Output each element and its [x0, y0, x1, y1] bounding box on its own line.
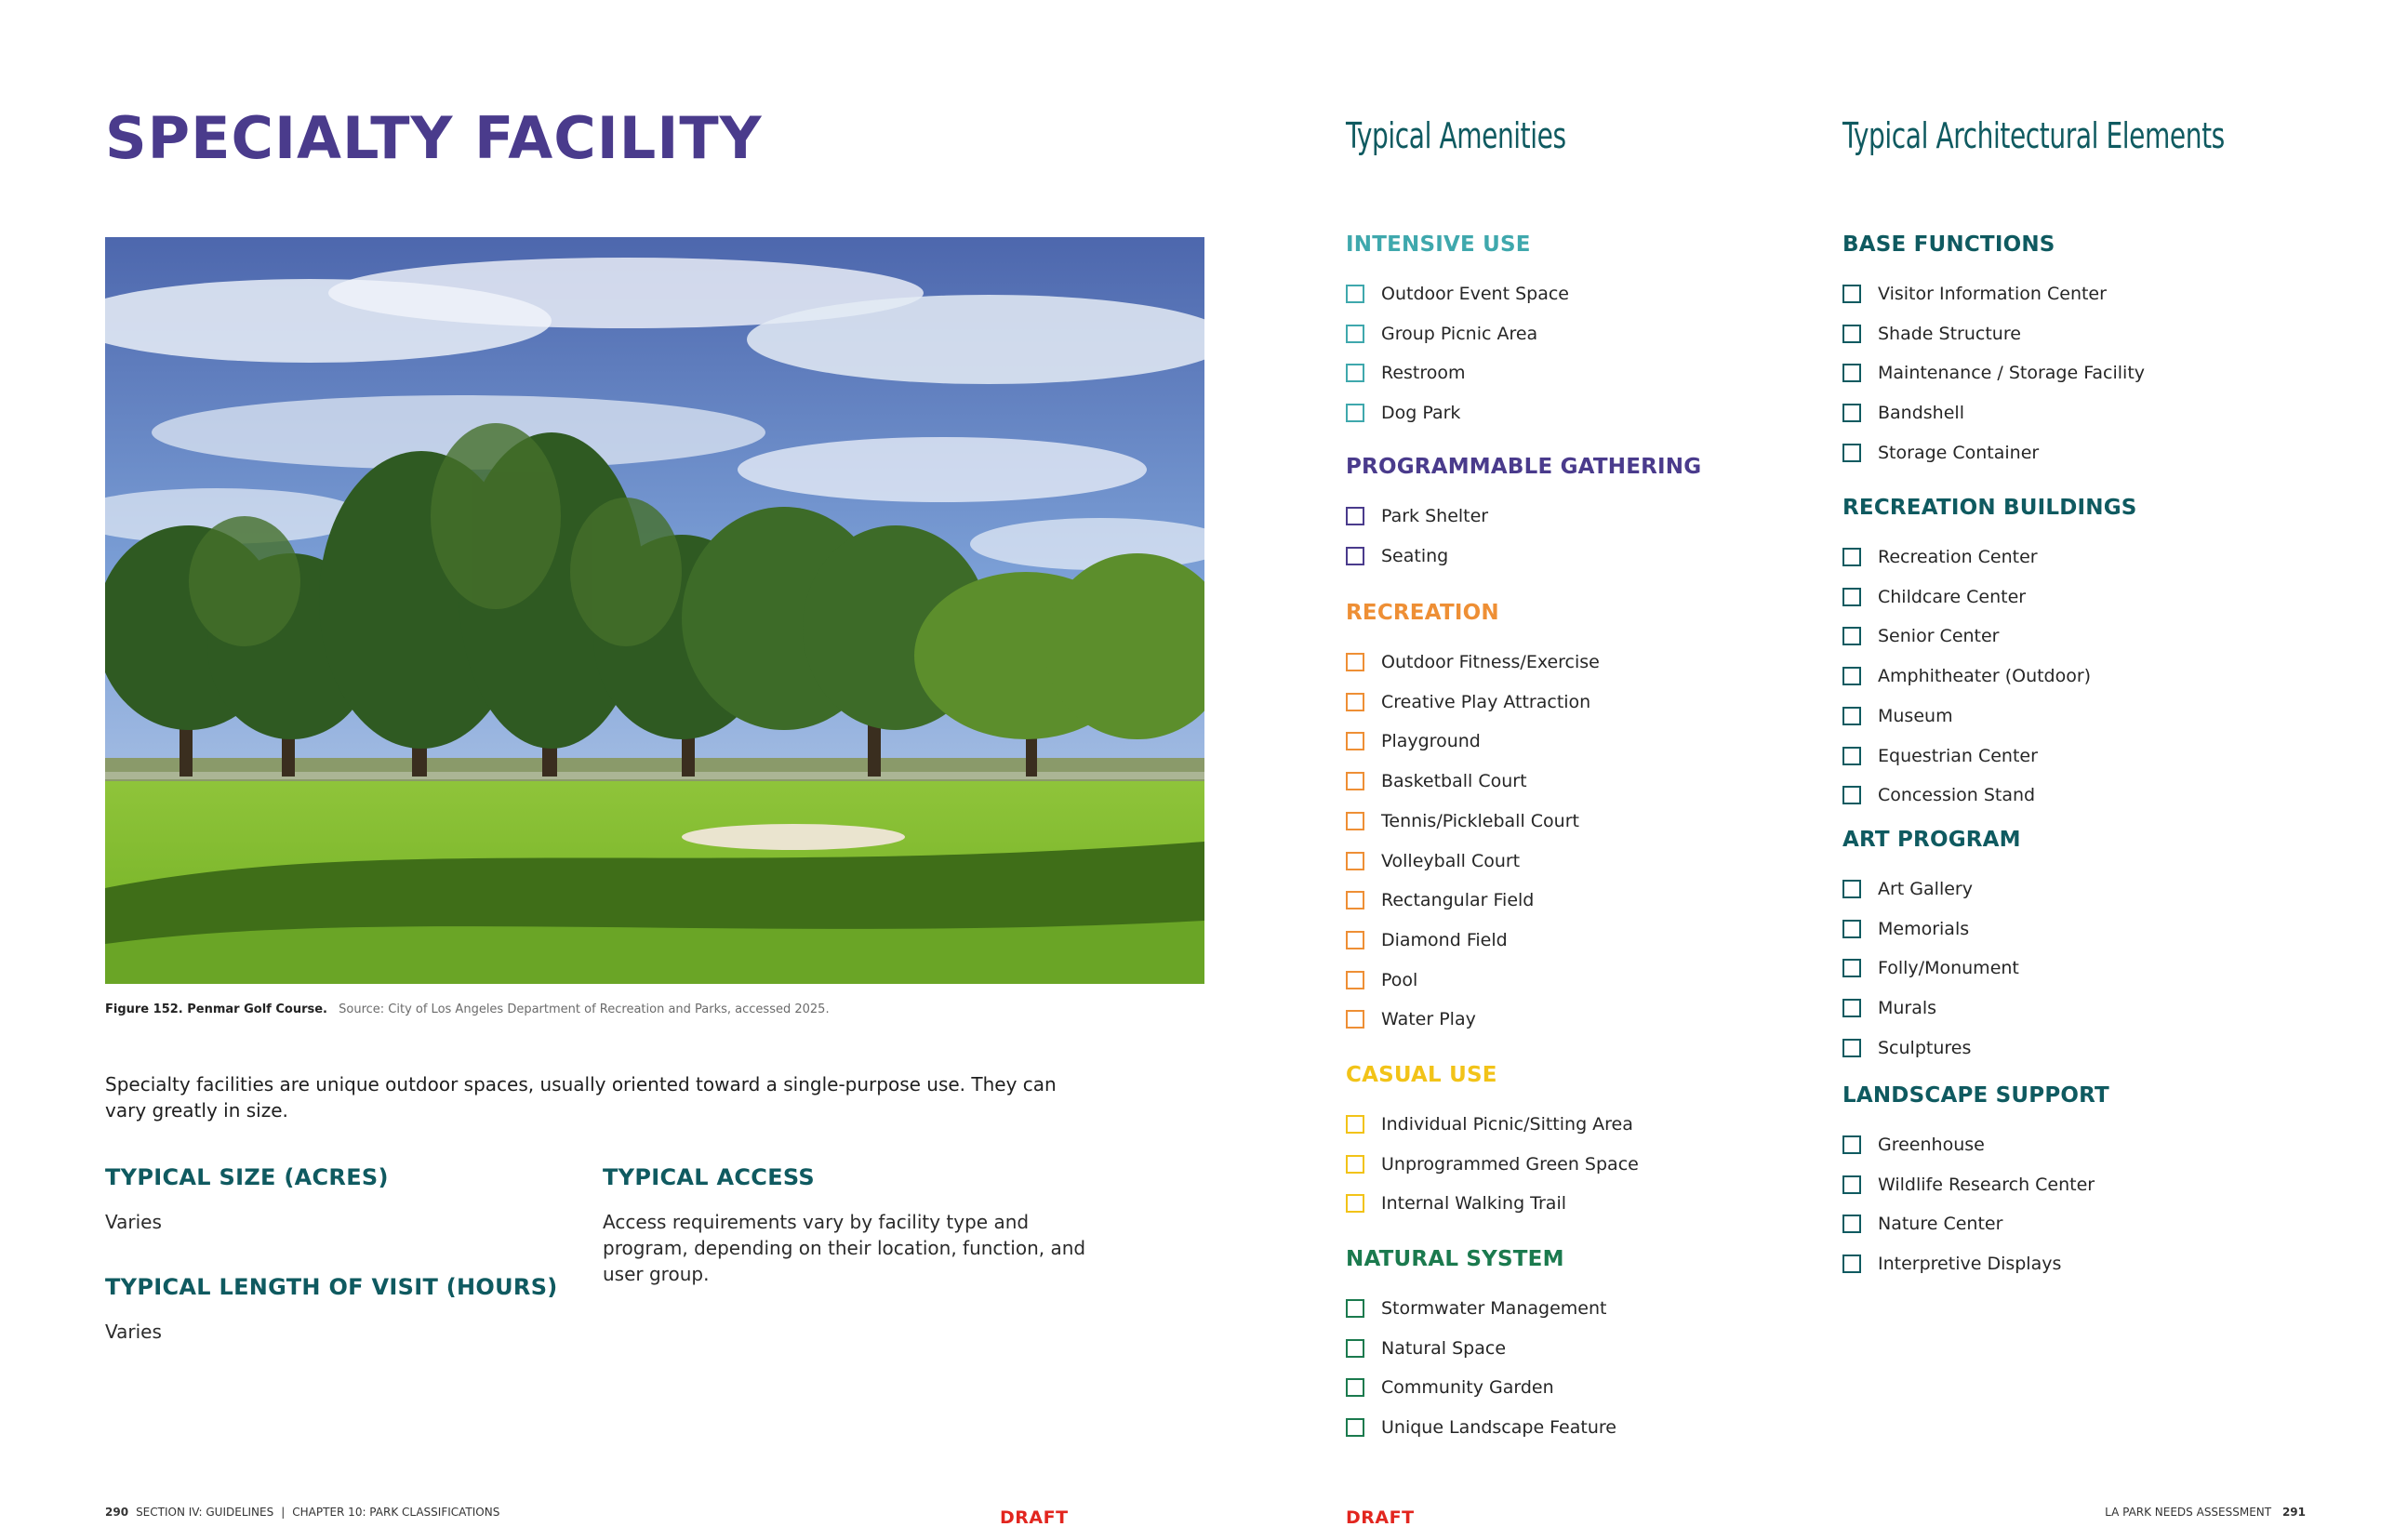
checklist-item[interactable]	[1346, 1192, 1566, 1215]
category-heading: BASE FUNCTIONS	[1842, 232, 2055, 257]
checklist-item-label: Unprogrammed Green Space	[1381, 1153, 1639, 1175]
checklist-item[interactable]	[1842, 442, 2039, 464]
checkbox-icon[interactable]	[1346, 1339, 1364, 1358]
checklist-item[interactable]	[1842, 705, 1953, 727]
checklist-item[interactable]	[1842, 918, 1969, 940]
checkbox-icon[interactable]	[1346, 1155, 1364, 1174]
checkbox-icon[interactable]	[1346, 653, 1364, 671]
checklist-item[interactable]	[1346, 283, 1569, 305]
architecture-title: Typical Architectural Elements	[1842, 115, 2225, 156]
figure-caption	[105, 1002, 830, 1016]
checklist-item[interactable]	[1346, 362, 1466, 384]
checklist-item[interactable]	[1346, 323, 1537, 345]
checklist-item-label: Internal Walking Trail	[1381, 1193, 1567, 1215]
checklist-item[interactable]	[1842, 878, 1973, 900]
checklist-item[interactable]	[1842, 745, 2038, 767]
checkbox-icon[interactable]	[1842, 880, 1861, 898]
checklist-item-label: Memorials	[1878, 918, 1970, 939]
checklist-item[interactable]	[1842, 1174, 2095, 1196]
checkbox-icon[interactable]	[1346, 1299, 1364, 1318]
golf-course-illustration	[105, 237, 1204, 984]
checklist-item-label: Recreation Center	[1878, 547, 2038, 567]
checklist-item-label: Unique Landscape Feature	[1381, 1417, 1616, 1439]
draft-label-left: DRAFT	[1000, 1507, 1069, 1528]
typical-size-value: Varies	[105, 1211, 162, 1233]
footer-left	[105, 1506, 499, 1519]
checklist-item-label: Playground	[1381, 731, 1481, 752]
checklist-item[interactable]	[1842, 784, 2035, 806]
figure-label: Figure 152. Penmar Golf Course.	[105, 1002, 327, 1016]
checklist-item[interactable]	[1842, 323, 2021, 345]
checklist-item[interactable]	[1842, 1134, 1985, 1156]
checklist-item[interactable]	[1346, 969, 1417, 991]
checklist-item[interactable]	[1346, 850, 1520, 872]
category-heading: RECREATION BUILDINGS	[1842, 496, 2137, 520]
footer-right	[2105, 1506, 2306, 1519]
checklist-item[interactable]	[1346, 1153, 1639, 1175]
checklist-item[interactable]	[1346, 1008, 1476, 1030]
footer-left-page-number: 290	[105, 1506, 129, 1519]
checkbox-icon[interactable]	[1842, 444, 1861, 462]
checklist-item-label: Individual Picnic/Sitting Area	[1381, 1114, 1633, 1135]
amenities-title: Typical Amenities	[1346, 115, 1566, 156]
checklist-item[interactable]	[1346, 929, 1508, 951]
checklist-item-label: Creative Play Attraction	[1381, 691, 1591, 712]
checklist-item[interactable]	[1346, 810, 1579, 832]
checklist-item-label: Natural Space	[1381, 1337, 1507, 1359]
checklist-item-label: Childcare Center	[1878, 586, 2027, 607]
checklist-item-label: Sculptures	[1878, 1037, 1972, 1058]
checkbox-icon[interactable]	[1842, 1255, 1861, 1273]
checkbox-icon[interactable]	[1842, 548, 1861, 566]
category-heading: PROGRAMMABLE GATHERING	[1346, 455, 1702, 479]
footer-section: SECTION IV: GUIDELINES	[136, 1506, 274, 1519]
checklist-item-label: Greenhouse	[1878, 1135, 1985, 1155]
checkbox-icon[interactable]	[1346, 812, 1364, 830]
checklist-item-label: Folly/Monument	[1878, 958, 2019, 979]
checklist-item-label: Rectangular Field	[1381, 890, 1535, 911]
typical-size-label: TYPICAL SIZE (ACRES)	[105, 1164, 389, 1190]
category-heading: NATURAL SYSTEM	[1346, 1247, 1564, 1271]
checklist-item-label: Outdoor Event Space	[1381, 284, 1569, 304]
checklist-item[interactable]	[1346, 730, 1481, 752]
checkbox-icon[interactable]	[1346, 364, 1364, 382]
checklist-item[interactable]	[1842, 1037, 1971, 1059]
checkbox-icon[interactable]	[1842, 707, 1861, 725]
checkbox-icon[interactable]	[1842, 1175, 1861, 1194]
checkbox-icon[interactable]	[1842, 1215, 1861, 1233]
checklist-item[interactable]	[1842, 625, 2000, 647]
checkbox-icon[interactable]	[1842, 588, 1861, 606]
checkbox-icon[interactable]	[1842, 667, 1861, 685]
checklist-item[interactable]	[1842, 997, 1936, 1019]
checklist-item-label: Community Garden	[1381, 1377, 1554, 1399]
checkbox-icon[interactable]	[1842, 959, 1861, 977]
footer-chapter: CHAPTER 10: PARK CLASSIFICATIONS	[292, 1506, 500, 1519]
checklist-item-label: Basketball Court	[1381, 771, 1527, 792]
checklist-item[interactable]	[1346, 545, 1448, 567]
checklist-item[interactable]	[1842, 586, 2026, 608]
checkbox-icon[interactable]	[1346, 325, 1364, 343]
checklist-item-label: Wildlife Research Center	[1878, 1174, 2095, 1195]
checklist-item-label: Senior Center	[1878, 626, 2000, 647]
checklist-item[interactable]	[1842, 546, 2038, 568]
checklist-item-label: Concession Stand	[1878, 785, 2036, 806]
checkbox-icon[interactable]	[1842, 285, 1861, 303]
checklist-item-label: Shade Structure	[1878, 323, 2021, 344]
checkbox-icon[interactable]	[1346, 1194, 1364, 1213]
checklist-item[interactable]	[1842, 283, 2107, 305]
checkbox-icon[interactable]	[1346, 1010, 1364, 1029]
checklist-item[interactable]	[1346, 651, 1600, 673]
checklist-item[interactable]	[1346, 1297, 1606, 1320]
checkbox-icon[interactable]	[1842, 627, 1861, 645]
checklist-item-label: Visitor Information Center	[1878, 284, 2107, 304]
category-heading: CASUAL USE	[1346, 1063, 1497, 1087]
checklist-item[interactable]	[1842, 665, 2091, 687]
checkbox-icon[interactable]	[1842, 786, 1861, 804]
checklist-item-label: Diamond Field	[1381, 929, 1508, 950]
checklist-item-label: Seating	[1381, 545, 1449, 566]
checklist-item[interactable]	[1842, 1213, 2002, 1235]
checklist-item[interactable]	[1842, 957, 2019, 979]
checkbox-icon[interactable]	[1346, 1115, 1364, 1134]
checkbox-icon[interactable]	[1346, 1418, 1364, 1437]
checklist-item-label: Storage Container	[1878, 442, 2040, 463]
checkbox-icon[interactable]	[1346, 285, 1364, 303]
checkbox-icon[interactable]	[1842, 999, 1861, 1017]
checklist-item-label: Interpretive Displays	[1878, 1254, 2062, 1275]
category-heading: LANDSCAPE SUPPORT	[1842, 1083, 2109, 1108]
typical-visit-value: Varies	[105, 1321, 162, 1343]
checklist-item-label: Dog Park	[1381, 403, 1461, 424]
checklist-item-label: Outdoor Fitness/Exercise	[1381, 652, 1600, 672]
checklist-item-label: Park Shelter	[1381, 506, 1489, 526]
checkbox-icon[interactable]	[1842, 404, 1861, 422]
checklist-item[interactable]	[1842, 362, 2145, 384]
checkbox-icon[interactable]	[1346, 732, 1364, 750]
checkbox-icon[interactable]	[1346, 404, 1364, 422]
checkbox-icon[interactable]	[1842, 1039, 1861, 1057]
checklist-item[interactable]	[1346, 1113, 1633, 1135]
checklist-item-label: Water Play	[1381, 1009, 1476, 1030]
checkbox-icon[interactable]	[1346, 1378, 1364, 1397]
checklist-item-label: Stormwater Management	[1381, 1298, 1607, 1319]
checklist-item-label: Group Picnic Area	[1381, 323, 1538, 344]
checklist-item-label: Maintenance / Storage Facility	[1878, 363, 2146, 384]
checkbox-icon[interactable]	[1346, 971, 1364, 989]
checklist-item-label: Museum	[1878, 705, 1953, 726]
checkbox-icon[interactable]	[1346, 772, 1364, 790]
footer-divider: |	[281, 1506, 286, 1519]
checkbox-icon[interactable]	[1346, 891, 1364, 909]
checkbox-icon[interactable]	[1346, 547, 1364, 565]
checklist-item[interactable]	[1346, 505, 1488, 527]
typical-visit-label: TYPICAL LENGTH OF VISIT (HOURS)	[105, 1274, 558, 1300]
checklist-item-label: Art Gallery	[1878, 879, 1973, 899]
checklist-item[interactable]	[1346, 1337, 1506, 1360]
checklist-item[interactable]	[1346, 1376, 1554, 1399]
checklist-item[interactable]	[1842, 1253, 2061, 1275]
checklist-item-label: Equestrian Center	[1878, 745, 2038, 766]
category-heading: RECREATION	[1346, 601, 1499, 625]
footer-publication: LA PARK NEEDS ASSESSMENT	[2105, 1506, 2272, 1519]
checkbox-icon[interactable]	[1842, 1135, 1861, 1154]
category-heading: INTENSIVE USE	[1346, 232, 1531, 257]
checklist-item-label: Murals	[1878, 998, 1937, 1019]
checklist-item[interactable]	[1346, 770, 1527, 792]
checklist-item-label: Tennis/Pickleball Court	[1381, 810, 1579, 831]
typical-access-label: TYPICAL ACCESS	[603, 1164, 815, 1190]
checklist-item[interactable]	[1842, 402, 1964, 424]
checklist-item-label: Pool	[1381, 969, 1418, 990]
checklist-item-label: Volleyball Court	[1381, 850, 1521, 871]
checklist-item[interactable]	[1346, 889, 1534, 911]
page-title: SPECIALTY FACILITY	[105, 104, 763, 172]
category-heading: ART PROGRAM	[1842, 828, 2021, 852]
checkbox-icon[interactable]	[1346, 507, 1364, 525]
golf-course-photo	[105, 237, 1204, 984]
footer-right-page-number: 291	[2281, 1506, 2306, 1519]
draft-label-right: DRAFT	[1346, 1507, 1415, 1528]
figure-source: Source: City of Los Angeles Department of Recreation and Parks, accessed 2025.	[339, 1002, 830, 1016]
checklist-item[interactable]	[1346, 402, 1460, 424]
checklist-item-label: Nature Center	[1878, 1214, 2003, 1235]
checklist-item-label: Amphitheater (Outdoor)	[1878, 666, 2092, 687]
checklist-item-label: Bandshell	[1878, 403, 1964, 424]
intro-paragraph: Specialty facilities are unique outdoor spaces, usually oriented toward a single-purpose use. They can vary greatly in size.	[105, 1073, 1057, 1122]
checkbox-icon[interactable]	[1346, 852, 1364, 870]
checklist-item-label: Restroom	[1381, 363, 1466, 384]
typical-access-value: Access requirements vary by facility type and program, depending on their location, function, and user group.	[603, 1211, 1086, 1285]
checkbox-icon[interactable]	[1842, 920, 1861, 938]
checkbox-icon[interactable]	[1346, 693, 1364, 711]
checkbox-icon[interactable]	[1842, 325, 1861, 343]
checkbox-icon[interactable]	[1842, 364, 1861, 382]
checklist-item[interactable]	[1346, 1416, 1616, 1439]
checkbox-icon[interactable]	[1346, 931, 1364, 949]
checkbox-icon[interactable]	[1842, 747, 1861, 765]
checklist-item[interactable]	[1346, 691, 1590, 713]
